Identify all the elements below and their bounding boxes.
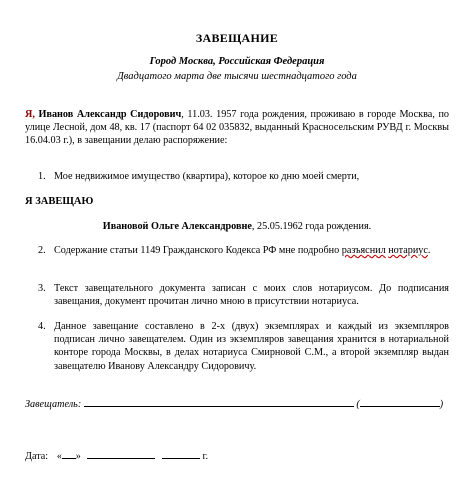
date-year-line[interactable] bbox=[162, 448, 200, 459]
date-suffix: г. bbox=[202, 451, 209, 462]
intro-prefix: Я, bbox=[25, 109, 35, 120]
document-title: ЗАВЕЩАНИЕ bbox=[195, 31, 279, 45]
spellcheck-word: разъяснил bbox=[341, 245, 386, 256]
heir-name: Ивановой Ольге Александровне bbox=[102, 221, 252, 232]
list-item-3 bbox=[38, 282, 449, 308]
list-item-4 bbox=[38, 320, 449, 373]
signature-name-line[interactable] bbox=[360, 396, 440, 407]
date-month-line[interactable] bbox=[87, 448, 155, 459]
spellcheck-word: нотариус bbox=[388, 245, 428, 256]
date-quote-open: « bbox=[56, 451, 62, 462]
document-date: Двадцатого марта две тысячи шестнадцатого года bbox=[117, 71, 357, 82]
item-number: 3. bbox=[38, 283, 46, 294]
list-item-1 bbox=[38, 170, 449, 183]
signature-paren-close: ) bbox=[439, 399, 444, 410]
signature-row bbox=[25, 396, 449, 411]
item-text bbox=[54, 244, 449, 257]
testator-name: Иванов Александр Сидорович bbox=[38, 109, 182, 120]
intro-rest: , 11.03. 1957 года рождения, проживаю в городе Москва, по улице Лесной, дом 48, кв. 17 (паспорт 64 02 035832, выданный Красносельским РУВД г. Москвы 16.04.03 г.), в завещании делаю распоряжение: bbox=[25, 109, 450, 147]
item-number: 4. bbox=[38, 321, 46, 332]
document-city: Город Москва, Российская Федерация bbox=[149, 56, 325, 67]
date-label: Дата: bbox=[25, 451, 49, 462]
item-text-part: Содержание статьи 1149 Гражданского Кодекса РФ мне подробно bbox=[54, 245, 342, 256]
signature-label: Завещатель: bbox=[25, 399, 82, 410]
item-text: Данное завещание составлено в 2-х (двух) экземплярах и каждый из экземпляров подписан лично завещателем. Один из экземпляров завещания хранится в нотариальной конторе города Москвы, в делах нотариуса Смирновой С.М., а второй экземпляр выдан завещателю Иванову Александру Сидоровичу. bbox=[54, 321, 449, 372]
signature-line[interactable] bbox=[84, 396, 354, 407]
item-text: Текст завещательного документа записан с моих слов нотариусом. До подписания завещания, документ прочитан лично мною в присутствии нотариуса. bbox=[54, 283, 449, 308]
heir-rest: , 25.05.1962 года рождения. bbox=[251, 221, 372, 232]
list-item-2 bbox=[38, 244, 449, 257]
item-text: Мое недвижимое имущество (квартира), которое ко дню моей смерти, bbox=[54, 171, 360, 182]
item-text-part: . bbox=[427, 245, 431, 256]
date-quote-close: » bbox=[75, 451, 81, 462]
date-row bbox=[25, 448, 208, 463]
bequeath-heading: Я ЗАВЕЩАЮ bbox=[25, 196, 94, 207]
item-number: 1. bbox=[38, 171, 46, 182]
heir-line bbox=[0, 220, 474, 233]
signature-paren-open: ( bbox=[356, 399, 360, 410]
item-number: 2. bbox=[38, 245, 46, 256]
intro-paragraph bbox=[25, 108, 449, 148]
date-day-line[interactable] bbox=[62, 448, 76, 459]
